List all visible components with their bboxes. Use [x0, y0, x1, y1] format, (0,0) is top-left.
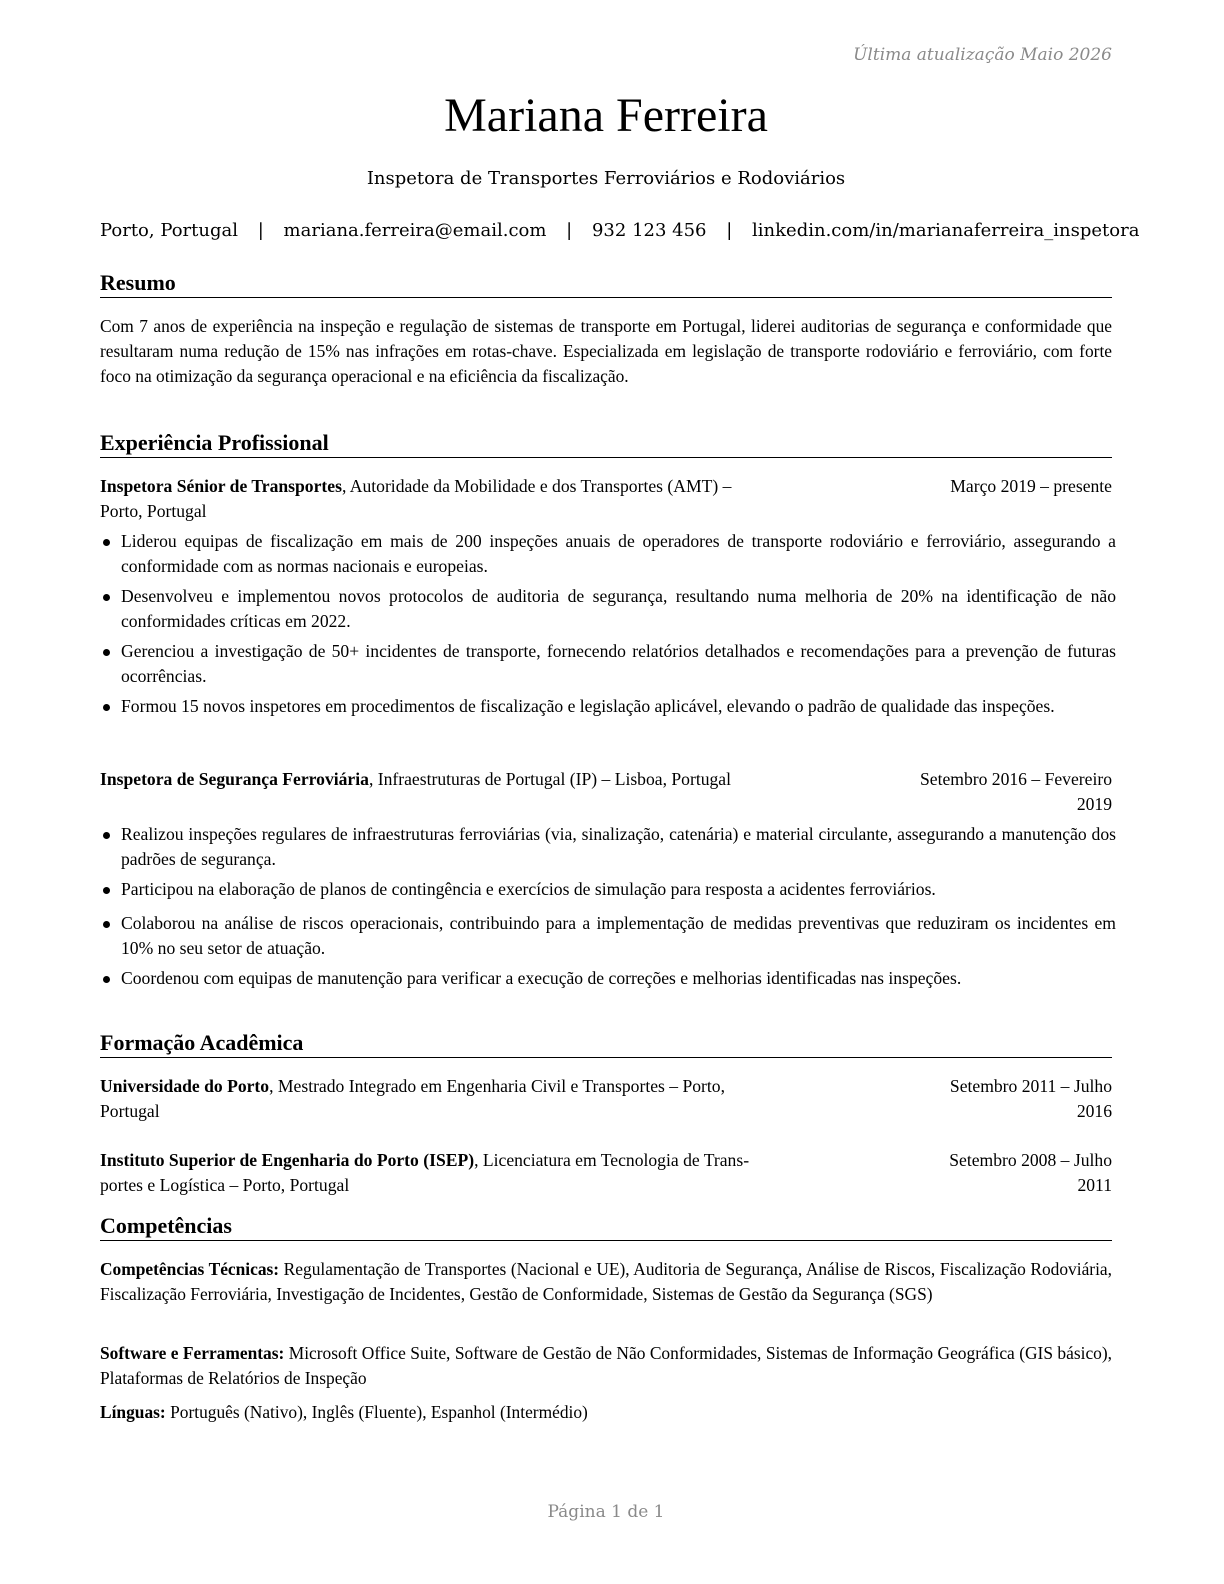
contact-line	[100, 220, 1140, 241]
section-heading-summary	[100, 270, 1112, 298]
bullet-icon	[103, 649, 110, 656]
job-role: Inspetora de Segurança Ferroviária	[100, 769, 369, 789]
job-bullets	[100, 822, 1116, 996]
job-title: Inspetora de Transportes Ferroviários e Rodoviários	[366, 168, 846, 189]
bullet-icon	[103, 976, 110, 983]
candidate-name: Mariana Ferreira	[444, 89, 768, 142]
list-item: Participou na elaboração de planos de contingência e exercícios de simulação para resposta a acidentes ferroviários.	[100, 877, 1116, 902]
education-dates: Setembro 2008 – Julho 2011	[949, 1150, 1112, 1195]
education-school: Universidade do Porto	[100, 1076, 270, 1096]
list-item: Formou 15 novos inspetores em procedimentos de fiscalização e legislação aplicável, elevando o padrão de qualidade das inspeções.	[100, 694, 1116, 719]
bullet-icon	[103, 539, 110, 546]
last-updated: Última atualização Maio 2026	[853, 45, 1112, 65]
education-dates: Setembro 2011 – Julho 2016	[949, 1076, 1112, 1121]
section-heading-experience	[100, 430, 1112, 458]
section-heading-label: Resumo	[100, 270, 176, 295]
section-heading-label: Experiência Profissional	[100, 430, 329, 455]
job-org: , Autoridade da Mobilidade e dos Transportes (AMT) –	[341, 476, 732, 496]
job-header	[100, 767, 1112, 817]
contact-separator: |	[726, 220, 733, 241]
job-org: , Infraestruturas de Portugal (IP) – Lisboa, Portugal	[368, 769, 731, 789]
contact-separator: |	[566, 220, 573, 241]
job-bullets	[100, 529, 1116, 724]
contact-email[interactable]: mariana.ferreira@email.com	[283, 220, 547, 241]
education-entry	[100, 1148, 1112, 1198]
list-item: Coordenou com equipas de manutenção para verificar a execução de correções e melhorias identificadas nas inspeções.	[100, 966, 1116, 991]
bullet-icon	[103, 887, 110, 894]
skills-software: Software e Ferramentas: Microsoft Office Suite, Software de Gestão de Não Conformidades, Sistemas de Informação Geográfica (GIS básico), Plataformas de Relatórios de Inspeção	[100, 1343, 1112, 1388]
section-heading-label: Formação Acadêmica	[100, 1030, 304, 1055]
list-item: Gerenciou a investigação de 50+ incidentes de transporte, fornecendo relatórios detalhados e recomendações para a prevenção de futuras ocorrências.	[100, 639, 1116, 689]
section-heading-label: Competências	[100, 1213, 232, 1238]
contact-location: Porto, Portugal	[100, 220, 238, 241]
contact-separator: |	[257, 220, 264, 241]
job-header	[100, 474, 1112, 524]
contact-linkedin[interactable]: linkedin.com/in/marianaferreira_inspetora	[752, 220, 1140, 241]
summary-text: Com 7 anos de experiência na inspeção e regulação de sistemas de transporte em Portugal, liderei auditorias de segurança e conformidade que resultaram numa redução de 15% nas infrações em rotas-chave. Especializada em legislação de transporte rodoviário e ferroviário, com forte foco na otimização da segurança operacional e na eficiência da fiscalização.	[100, 316, 1112, 386]
education-entry	[100, 1074, 1112, 1124]
bullet-icon	[103, 594, 110, 601]
job-title-line	[100, 474, 731, 524]
job-dates: Março 2019 – presente	[950, 476, 1112, 496]
contact-phone: 932 123 456	[591, 220, 707, 241]
list-item: Liderou equipas de fiscalização em mais de 200 inspeções anuais de operadores de transporte rodoviário e ferroviário, assegurando a conformidade com as normas nacionais e europeias.	[100, 529, 1116, 579]
bullet-icon	[103, 921, 110, 928]
education-details: Instituto Superior de Engenharia do Porto (ISEP), Licenciatura em Tecnologia de Trans- portes e Logística – Porto, Portugal	[100, 1150, 750, 1195]
list-item: Desenvolveu e implementou novos protocolos de auditoria de segurança, resultando numa melhoria de 20% na identificação de não conformidades críticas em 2022.	[100, 584, 1116, 634]
education-school: Instituto Superior de Engenharia do Porto (ISEP)	[100, 1150, 475, 1170]
list-item: Realizou inspeções regulares de infraestruturas ferroviárias (via, sinalização, catenária) e material circulante, assegurando a manutenção dos padrões de segurança.	[100, 822, 1116, 872]
job-place: Porto, Portugal	[100, 501, 207, 521]
bullet-icon	[103, 704, 110, 711]
section-heading-skills	[100, 1213, 1112, 1241]
section-heading-education	[100, 1030, 1112, 1058]
list-item: Colaborou na análise de riscos operacionais, contribuindo para a implementação de medidas preventivas que reduziram os incidentes em 10% no seu setor de atuação.	[100, 911, 1116, 961]
job-title-line	[100, 767, 731, 792]
page-number: Página 1 de 1	[547, 1502, 665, 1522]
bullet-icon	[103, 832, 110, 839]
job-dates: Setembro 2016 – Fevereiro 2019	[919, 769, 1112, 814]
skills-technical: Competências Técnicas: Regulamentação de Transportes (Nacional e UE), Auditoria de Segurança, Análise de Riscos, Fiscalização Rodoviária, Fiscalização Ferroviária, Investigação de Incidentes, Gestão de Conformidade, Sistemas de Gestão da Segurança (SGS)	[100, 1259, 1112, 1304]
job-role: Inspetora Sénior de Transportes	[100, 476, 342, 496]
skills-languages: Línguas: Português (Nativo), Inglês (Fluente), Espanhol (Intermédio)	[100, 1402, 588, 1422]
education-details: Universidade do Porto, Mestrado Integrado em Engenharia Civil e Transportes – Porto, Portugal	[100, 1076, 725, 1121]
